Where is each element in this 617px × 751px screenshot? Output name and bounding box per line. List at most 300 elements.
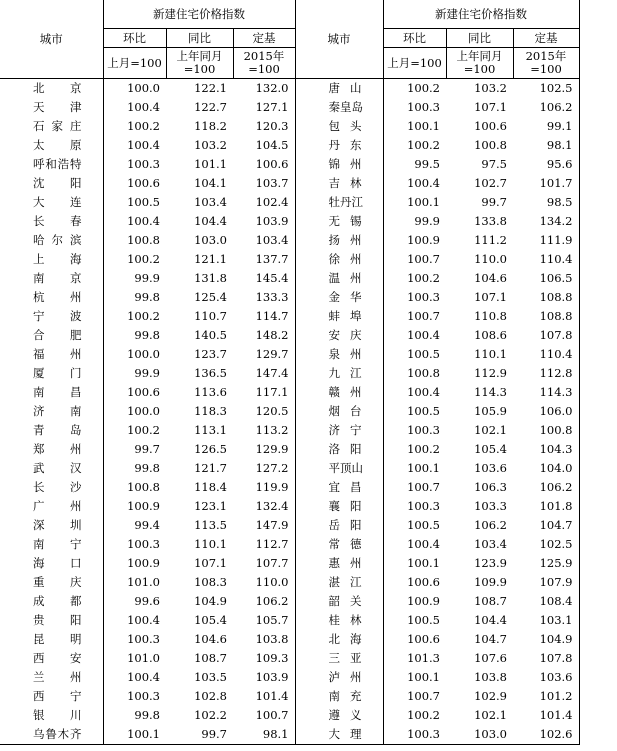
- mom-value-right: 100.2: [383, 136, 446, 155]
- yoy-value-left: 140.5: [194, 328, 227, 342]
- yoy-value-left: 122.1: [194, 81, 227, 95]
- yoy-value-right: 112.9: [474, 366, 507, 380]
- mom-value-left: 100.2: [103, 117, 166, 136]
- base-value-left: 103.9: [233, 668, 295, 687]
- base-header-right: 定基: [513, 29, 579, 48]
- city-name-right: 韶关: [328, 594, 362, 608]
- base-value-right: 108.8: [513, 307, 579, 326]
- base-value-right: 106.2: [513, 98, 579, 117]
- mom-subheader-left: 上月=100: [103, 48, 166, 79]
- yoy-value-right: 111.2: [474, 233, 507, 247]
- city-name-right: 扬州: [328, 233, 362, 247]
- city-name-right: 惠州: [328, 556, 362, 570]
- mom-value-right: 100.4: [383, 174, 446, 193]
- base-value-left: 105.7: [233, 611, 295, 630]
- mom-header-left: 环比: [103, 29, 166, 48]
- mom-value-right: 100.5: [383, 611, 446, 630]
- mom-value-left: 100.1: [103, 725, 166, 745]
- city-name-left: 杭州: [33, 290, 82, 304]
- base-value-left: 129.7: [233, 345, 295, 364]
- mom-value-left: 99.9: [103, 269, 166, 288]
- mom-value-right: 100.5: [383, 402, 446, 421]
- yoy-value-right: 103.8: [474, 670, 507, 684]
- base-value-left: 120.3: [233, 117, 295, 136]
- city-name-right: 岳阳: [328, 518, 362, 532]
- table-row: [0, 98, 579, 117]
- city-name-left: 昆明: [33, 632, 82, 646]
- base-value-right: 102.5: [513, 79, 579, 99]
- city-name-left: 济南: [33, 404, 82, 418]
- base-value-right: 106.5: [513, 269, 579, 288]
- table-row: [0, 136, 579, 155]
- mom-value-left: 99.8: [103, 326, 166, 345]
- city-name-left: 北京: [33, 81, 82, 95]
- base-value-right: 104.9: [513, 630, 579, 649]
- mom-value-left: 100.3: [103, 687, 166, 706]
- mom-value-right: 100.4: [383, 383, 446, 402]
- mom-value-right: 100.2: [383, 706, 446, 725]
- mom-value-left: 101.0: [103, 573, 166, 592]
- yoy-value-right: 103.4: [474, 537, 507, 551]
- mom-value-right: 100.5: [383, 345, 446, 364]
- yoy-value-right: 97.5: [481, 157, 507, 171]
- base-value-right: 102.5: [513, 535, 579, 554]
- base-value-left: 132.0: [233, 79, 295, 99]
- city-name-right: 温州: [328, 271, 362, 285]
- yoy-value-left: 113.1: [194, 423, 227, 437]
- yoy-value-right: 110.1: [474, 347, 507, 361]
- base-value-left: 120.5: [233, 402, 295, 421]
- city-name-left: 长春: [33, 214, 82, 228]
- yoy-value-left: 108.3: [194, 575, 227, 589]
- mom-value-right: 100.3: [383, 725, 446, 745]
- city-name-left: 银川: [33, 708, 82, 722]
- city-name-left: 石家庄: [33, 119, 82, 133]
- base-value-left: 104.5: [233, 136, 295, 155]
- base-value-left: 137.7: [233, 250, 295, 269]
- yoy-header-right: 同比: [446, 29, 513, 48]
- yoy-value-left: 107.1: [194, 556, 227, 570]
- base-value-left: 127.1: [233, 98, 295, 117]
- yoy-value-right: 108.6: [474, 328, 507, 342]
- table-row: [0, 478, 579, 497]
- yoy-value-right: 100.8: [474, 138, 507, 152]
- mom-value-left: 100.0: [103, 79, 166, 99]
- yoy-value-right: 107.1: [474, 290, 507, 304]
- yoy-value-right: 103.6: [474, 461, 507, 475]
- table-row: [0, 573, 579, 592]
- yoy-subheader-right: 上年同月=100: [446, 48, 513, 79]
- base-value-right: 107.9: [513, 573, 579, 592]
- city-name-right: 桂林: [328, 613, 362, 627]
- city-name-right: 泉州: [328, 347, 362, 361]
- city-name-left: 哈尔滨: [33, 233, 82, 247]
- mom-value-left: 99.6: [103, 592, 166, 611]
- base-value-left: 109.3: [233, 649, 295, 668]
- table-row: [0, 592, 579, 611]
- base-value-right: 103.6: [513, 668, 579, 687]
- yoy-value-left: 123.1: [194, 499, 227, 513]
- base-value-left: 98.1: [233, 725, 295, 745]
- city-name-left: 南昌: [33, 385, 82, 399]
- mom-value-left: 99.8: [103, 706, 166, 725]
- base-value-left: 129.9: [233, 440, 295, 459]
- mom-value-left: 100.4: [103, 136, 166, 155]
- base-value-left: 113.2: [233, 421, 295, 440]
- yoy-value-right: 103.2: [474, 81, 507, 95]
- yoy-value-right: 114.3: [474, 385, 507, 399]
- city-name-right: 烟台: [328, 404, 362, 418]
- city-name-left: 西宁: [33, 689, 82, 703]
- mom-value-left: 100.9: [103, 497, 166, 516]
- yoy-value-left: 113.5: [194, 518, 227, 532]
- city-name-left: 青岛: [33, 423, 82, 437]
- mom-value-left: 100.8: [103, 478, 166, 497]
- mom-value-left: 99.4: [103, 516, 166, 535]
- mom-value-left: 100.4: [103, 98, 166, 117]
- table-row: [0, 668, 579, 687]
- city-name-right: 南充: [328, 689, 362, 703]
- yoy-value-left: 122.7: [194, 100, 227, 114]
- base-value-left: 145.4: [233, 269, 295, 288]
- city-name-right: 宜昌: [328, 480, 362, 494]
- mom-value-left: 101.0: [103, 649, 166, 668]
- yoy-value-left: 101.1: [194, 157, 227, 171]
- base-value-left: 107.7: [233, 554, 295, 573]
- city-name-left: 武汉: [33, 461, 82, 475]
- city-column-header-right: 城市: [295, 0, 383, 79]
- mom-value-left: 100.4: [103, 611, 166, 630]
- city-name-left: 贵阳: [33, 613, 82, 627]
- yoy-value-left: 110.1: [194, 537, 227, 551]
- yoy-value-right: 102.1: [474, 708, 507, 722]
- city-name-right: 泸州: [328, 670, 362, 684]
- yoy-header-left: 同比: [166, 29, 233, 48]
- base-value-right: 104.3: [513, 440, 579, 459]
- base-value-left: 119.9: [233, 478, 295, 497]
- yoy-value-left: 123.7: [194, 347, 227, 361]
- yoy-value-right: 100.6: [474, 119, 507, 133]
- base-value-left: 102.4: [233, 193, 295, 212]
- mom-value-left: 100.9: [103, 554, 166, 573]
- base-value-left: 148.2: [233, 326, 295, 345]
- city-column-header-left: 城市: [0, 0, 103, 79]
- yoy-value-left: 108.7: [194, 651, 227, 665]
- yoy-value-left: 104.9: [194, 594, 227, 608]
- yoy-value-right: 104.4: [474, 613, 507, 627]
- base-value-right: 102.6: [513, 725, 579, 745]
- mom-value-left: 100.0: [103, 402, 166, 421]
- table-row: [0, 383, 579, 402]
- city-name-left: 太原: [33, 138, 82, 152]
- yoy-value-right: 102.7: [474, 176, 507, 190]
- mom-value-right: 100.1: [383, 193, 446, 212]
- yoy-value-right: 104.7: [474, 632, 507, 646]
- city-name-left: 乌鲁木齐: [0, 725, 103, 745]
- yoy-value-left: 99.7: [166, 725, 233, 745]
- yoy-value-right: 103.0: [446, 725, 513, 745]
- base-value-left: 127.2: [233, 459, 295, 478]
- mom-value-left: 100.4: [103, 212, 166, 231]
- yoy-value-left: 118.4: [194, 480, 227, 494]
- mom-value-right: 100.1: [383, 117, 446, 136]
- city-name-right: 徐州: [328, 252, 362, 266]
- mom-value-right: 100.7: [383, 307, 446, 326]
- base-value-left: 106.2: [233, 592, 295, 611]
- yoy-value-left: 121.7: [194, 461, 227, 475]
- mom-value-right: 100.7: [383, 687, 446, 706]
- mom-value-right: 100.6: [383, 573, 446, 592]
- table-row: [0, 459, 579, 478]
- yoy-value-left: 110.7: [194, 309, 227, 323]
- base-value-left: 101.4: [233, 687, 295, 706]
- city-name-left: 南京: [33, 271, 82, 285]
- base-value-right: 95.6: [513, 155, 579, 174]
- base-value-right: 99.1: [513, 117, 579, 136]
- yoy-value-left: 102.8: [194, 689, 227, 703]
- base-value-right: 101.4: [513, 706, 579, 725]
- city-name-left: 沈阳: [33, 176, 82, 190]
- yoy-value-left: 131.8: [194, 271, 227, 285]
- yoy-value-right: 106.3: [474, 480, 507, 494]
- index-group-header-left: 新建住宅价格指数: [103, 0, 295, 29]
- yoy-value-left: 125.4: [194, 290, 227, 304]
- mom-header-right: 环比: [383, 29, 446, 48]
- table-header: [0, 0, 579, 79]
- mom-value-right: 100.9: [383, 592, 446, 611]
- yoy-value-right: 102.9: [474, 689, 507, 703]
- table-row: [0, 326, 579, 345]
- city-name-left: 成都: [33, 594, 82, 608]
- yoy-value-right: 105.4: [474, 442, 507, 456]
- mom-value-left: 99.8: [103, 288, 166, 307]
- yoy-value-left: 105.4: [194, 613, 227, 627]
- mom-value-left: 100.3: [103, 535, 166, 554]
- city-name-left: 海口: [33, 556, 82, 570]
- base-value-left: 147.9: [233, 516, 295, 535]
- city-name-right: 湛江: [328, 575, 362, 589]
- mom-value-left: 100.3: [103, 155, 166, 174]
- city-name-right: 三亚: [328, 651, 362, 665]
- city-name-left: 合肥: [33, 328, 82, 342]
- base-value-left: 100.6: [233, 155, 295, 174]
- base-value-right: 98.5: [513, 193, 579, 212]
- base-value-right: 106.0: [513, 402, 579, 421]
- yoy-value-left: 118.2: [194, 119, 227, 133]
- yoy-value-left: 104.4: [194, 214, 227, 228]
- table-row: [0, 212, 579, 231]
- base-value-right: 103.1: [513, 611, 579, 630]
- table-row: [0, 269, 579, 288]
- index-group-header-right: 新建住宅价格指数: [383, 0, 579, 29]
- base-value-right: 108.4: [513, 592, 579, 611]
- mom-value-left: 100.2: [103, 307, 166, 326]
- yoy-value-left: 103.5: [194, 670, 227, 684]
- yoy-value-left: 103.2: [194, 138, 227, 152]
- mom-value-right: 100.3: [383, 421, 446, 440]
- mom-value-right: 100.3: [383, 98, 446, 117]
- city-name-right: 九江: [328, 366, 362, 380]
- mom-value-left: 99.8: [103, 459, 166, 478]
- table-row: [0, 687, 579, 706]
- city-name-right: 赣州: [328, 385, 362, 399]
- city-name-right: 济宁: [328, 423, 362, 437]
- table-row: [0, 611, 579, 630]
- mom-subheader-right: 上月=100: [383, 48, 446, 79]
- mom-value-right: 100.2: [383, 440, 446, 459]
- city-name-right: 牡丹江: [328, 195, 363, 209]
- city-name-left: 郑州: [33, 442, 82, 456]
- table-row: [0, 364, 579, 383]
- base-value-left: 147.4: [233, 364, 295, 383]
- city-name-left: 深圳: [33, 518, 82, 532]
- base-subheader-left: 2015年=100: [233, 48, 295, 79]
- yoy-value-right: 99.7: [481, 195, 507, 209]
- mom-value-right: 99.5: [383, 155, 446, 174]
- city-name-left: 上海: [33, 252, 82, 266]
- city-name-right: 平顶山: [328, 461, 363, 475]
- city-name-right: 秦皇岛: [328, 100, 363, 114]
- table-row: [0, 725, 579, 745]
- mom-value-right: 100.1: [383, 554, 446, 573]
- yoy-value-right: 108.7: [474, 594, 507, 608]
- base-value-left: 103.7: [233, 174, 295, 193]
- base-subheader-right: 2015年=100: [513, 48, 579, 79]
- city-name-right: 襄阳: [328, 499, 362, 513]
- yoy-value-right: 102.1: [474, 423, 507, 437]
- city-name-right: 安庆: [328, 328, 362, 342]
- yoy-value-right: 105.9: [474, 404, 507, 418]
- mom-value-right: 100.4: [383, 535, 446, 554]
- table-row: [0, 440, 579, 459]
- table-row: [0, 497, 579, 516]
- city-name-left: 长沙: [33, 480, 82, 494]
- mom-value-right: 100.2: [383, 79, 446, 99]
- yoy-value-right: 107.1: [474, 100, 507, 114]
- base-value-right: 107.8: [513, 326, 579, 345]
- table-row: [0, 706, 579, 725]
- base-value-right: 104.7: [513, 516, 579, 535]
- yoy-value-left: 121.1: [194, 252, 227, 266]
- base-value-left: 103.9: [233, 212, 295, 231]
- city-name-left: 重庆: [33, 575, 82, 589]
- mom-value-right: 100.1: [383, 459, 446, 478]
- mom-value-right: 100.3: [383, 288, 446, 307]
- base-value-right: 134.2: [513, 212, 579, 231]
- yoy-value-right: 110.0: [474, 252, 507, 266]
- table-row: [0, 79, 579, 99]
- mom-value-right: 100.2: [383, 269, 446, 288]
- table-row: [0, 193, 579, 212]
- mom-value-left: 100.8: [103, 231, 166, 250]
- mom-value-right: 100.8: [383, 364, 446, 383]
- table-row: [0, 307, 579, 326]
- base-value-left: 103.8: [233, 630, 295, 649]
- table-row: [0, 288, 579, 307]
- base-value-left: 114.7: [233, 307, 295, 326]
- city-name-right: 蚌埠: [328, 309, 362, 323]
- city-name-right: 锦州: [328, 157, 362, 171]
- table-row: [0, 345, 579, 364]
- mom-value-right: 100.9: [383, 231, 446, 250]
- table-row: [0, 231, 579, 250]
- base-value-left: 112.7: [233, 535, 295, 554]
- yoy-value-left: 102.2: [194, 708, 227, 722]
- base-value-right: 101.7: [513, 174, 579, 193]
- table-row: [0, 630, 579, 649]
- yoy-value-right: 123.9: [474, 556, 507, 570]
- city-name-left: 大连: [33, 195, 82, 209]
- base-value-left: 132.4: [233, 497, 295, 516]
- city-name-right: 常德: [328, 537, 362, 551]
- mom-value-right: 100.6: [383, 630, 446, 649]
- base-value-left: 103.4: [233, 231, 295, 250]
- yoy-value-left: 113.6: [194, 385, 227, 399]
- table-row: [0, 649, 579, 668]
- city-name-right: 洛阳: [328, 442, 362, 456]
- yoy-value-right: 104.6: [474, 271, 507, 285]
- yoy-value-left: 104.1: [194, 176, 227, 190]
- yoy-value-right: 107.6: [474, 651, 507, 665]
- mom-value-right: 100.7: [383, 478, 446, 497]
- mom-value-right: 100.3: [383, 497, 446, 516]
- yoy-subheader-left: 上年同月=100: [166, 48, 233, 79]
- city-name-right: 遵义: [328, 708, 362, 722]
- mom-value-left: 99.9: [103, 364, 166, 383]
- city-name-right: 唐山: [328, 81, 362, 95]
- base-value-right: 108.8: [513, 288, 579, 307]
- yoy-value-left: 136.5: [194, 366, 227, 380]
- base-value-right: 98.1: [513, 136, 579, 155]
- mom-value-left: 100.6: [103, 383, 166, 402]
- base-value-right: 125.9: [513, 554, 579, 573]
- yoy-value-left: 126.5: [194, 442, 227, 456]
- yoy-value-left: 118.3: [194, 404, 227, 418]
- table-row: [0, 402, 579, 421]
- base-value-right: 104.0: [513, 459, 579, 478]
- city-name-left: 厦门: [33, 366, 82, 380]
- base-value-right: 110.4: [513, 250, 579, 269]
- base-value-left: 117.1: [233, 383, 295, 402]
- city-name-right: 包头: [328, 119, 362, 133]
- table-row: [0, 155, 579, 174]
- yoy-value-right: 110.8: [474, 309, 507, 323]
- mom-value-left: 100.5: [103, 193, 166, 212]
- mom-value-left: 100.2: [103, 250, 166, 269]
- city-name-right: 吉林: [328, 176, 362, 190]
- mom-value-right: 100.1: [383, 668, 446, 687]
- city-name-left: 天津: [33, 100, 82, 114]
- table-row: [0, 516, 579, 535]
- base-value-left: 100.7: [233, 706, 295, 725]
- yoy-value-left: 103.0: [194, 233, 227, 247]
- yoy-value-right: 106.2: [474, 518, 507, 532]
- city-name-right: 北海: [328, 632, 362, 646]
- base-header-left: 定基: [233, 29, 295, 48]
- city-name-right: 无锡: [328, 214, 362, 228]
- city-name-right: 丹东: [328, 138, 362, 152]
- yoy-value-left: 103.4: [194, 195, 227, 209]
- base-value-right: 111.9: [513, 231, 579, 250]
- base-value-right: 101.8: [513, 497, 579, 516]
- base-value-right: 110.4: [513, 345, 579, 364]
- base-value-left: 110.0: [233, 573, 295, 592]
- mom-value-left: 100.6: [103, 174, 166, 193]
- table-body: [0, 79, 579, 745]
- city-name-left: 福州: [33, 347, 82, 361]
- table-row: [0, 174, 579, 193]
- mom-value-left: 100.3: [103, 630, 166, 649]
